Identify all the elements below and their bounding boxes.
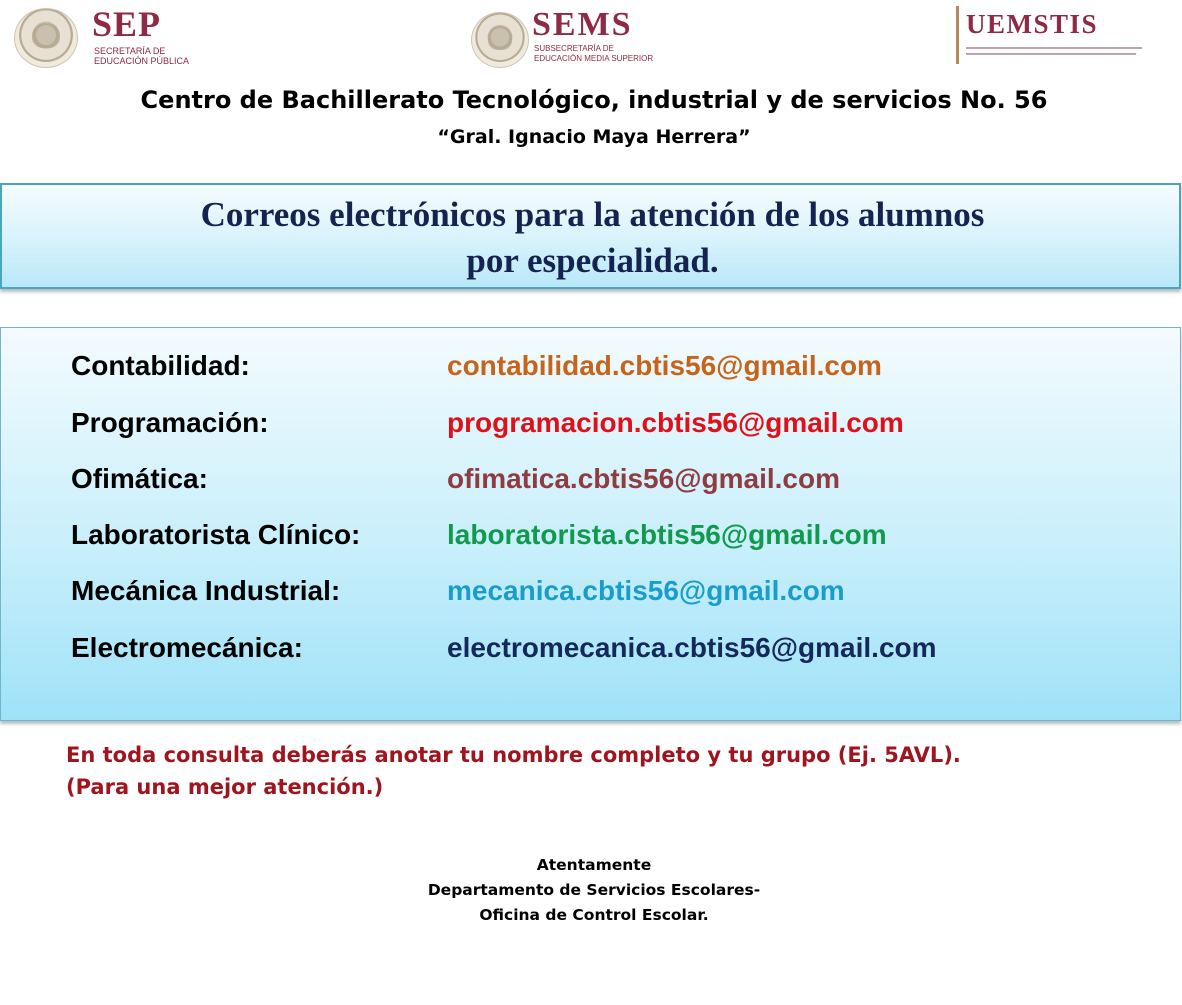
school-name: Centro de Bachillerato Tecnológico, industrial y de servicios No. 56	[140, 86, 1048, 114]
banner-title-line-2: por especialidad.	[466, 241, 719, 280]
email-link-ofimatica[interactable]: ofimatica.cbtis56@gmail.com	[447, 463, 840, 494]
signature-department: Departamento de Servicios Escolares-	[427, 881, 761, 899]
sems-seal-icon	[471, 12, 529, 68]
specialty-label-ofimatica: Ofimática:	[71, 463, 208, 494]
email-link-mecanica[interactable]: mecanica.cbtis56@gmail.com	[447, 575, 845, 606]
signature-office: Oficina de Control Escolar.	[479, 906, 709, 924]
sems-logo-name: SEMS	[532, 6, 633, 43]
email-link-programacion[interactable]: programacion.cbtis56@gmail.com	[447, 407, 904, 438]
email-link-laboratorista[interactable]: laboratorista.cbtis56@gmail.com	[447, 519, 887, 550]
sep-logo-subtitle-1: SECRETARÍA DE	[94, 46, 166, 56]
school-subtitle: “Gral. Ignacio Maya Herrera”	[437, 126, 751, 148]
specialty-label-laboratorista: Laboratorista Clínico:	[71, 519, 361, 550]
sep-logo-subtitle-2: EDUCACIÓN PÚBLICA	[94, 56, 190, 66]
note-line-1: En toda consulta deberás anotar tu nombre completo y tu grupo (Ej. 5AVL).	[66, 743, 961, 767]
note-line-2: (Para una mejor atención.)	[66, 775, 384, 799]
specialty-label-electromecanica: Electromecánica:	[71, 632, 303, 663]
specialty-label-programacion: Programación:	[71, 407, 269, 438]
banner-title-line-1: Correos electrónicos para la atención de los alumnos	[200, 195, 985, 234]
sep-logo-name: SEP	[92, 4, 162, 44]
email-link-contabilidad[interactable]: contabilidad.cbtis56@gmail.com	[447, 350, 882, 381]
title-banner	[0, 183, 1181, 289]
email-list-panel	[0, 327, 1181, 721]
uemstis-logo-name: UEMSTIS	[966, 9, 1099, 39]
specialty-label-mecanica: Mecánica Industrial:	[71, 575, 341, 606]
sems-logo-subtitle-1: SUBSECRETARÍA DE	[534, 44, 614, 53]
signature-closing: Atentamente	[536, 856, 652, 874]
sep-seal-icon	[14, 8, 78, 68]
specialty-label-contabilidad: Contabilidad:	[71, 350, 250, 381]
sems-logo-subtitle-2: EDUCACIÓN MEDIA SUPERIOR	[534, 54, 654, 63]
email-link-electromecanica[interactable]: electromecanica.cbtis56@gmail.com	[447, 632, 937, 663]
